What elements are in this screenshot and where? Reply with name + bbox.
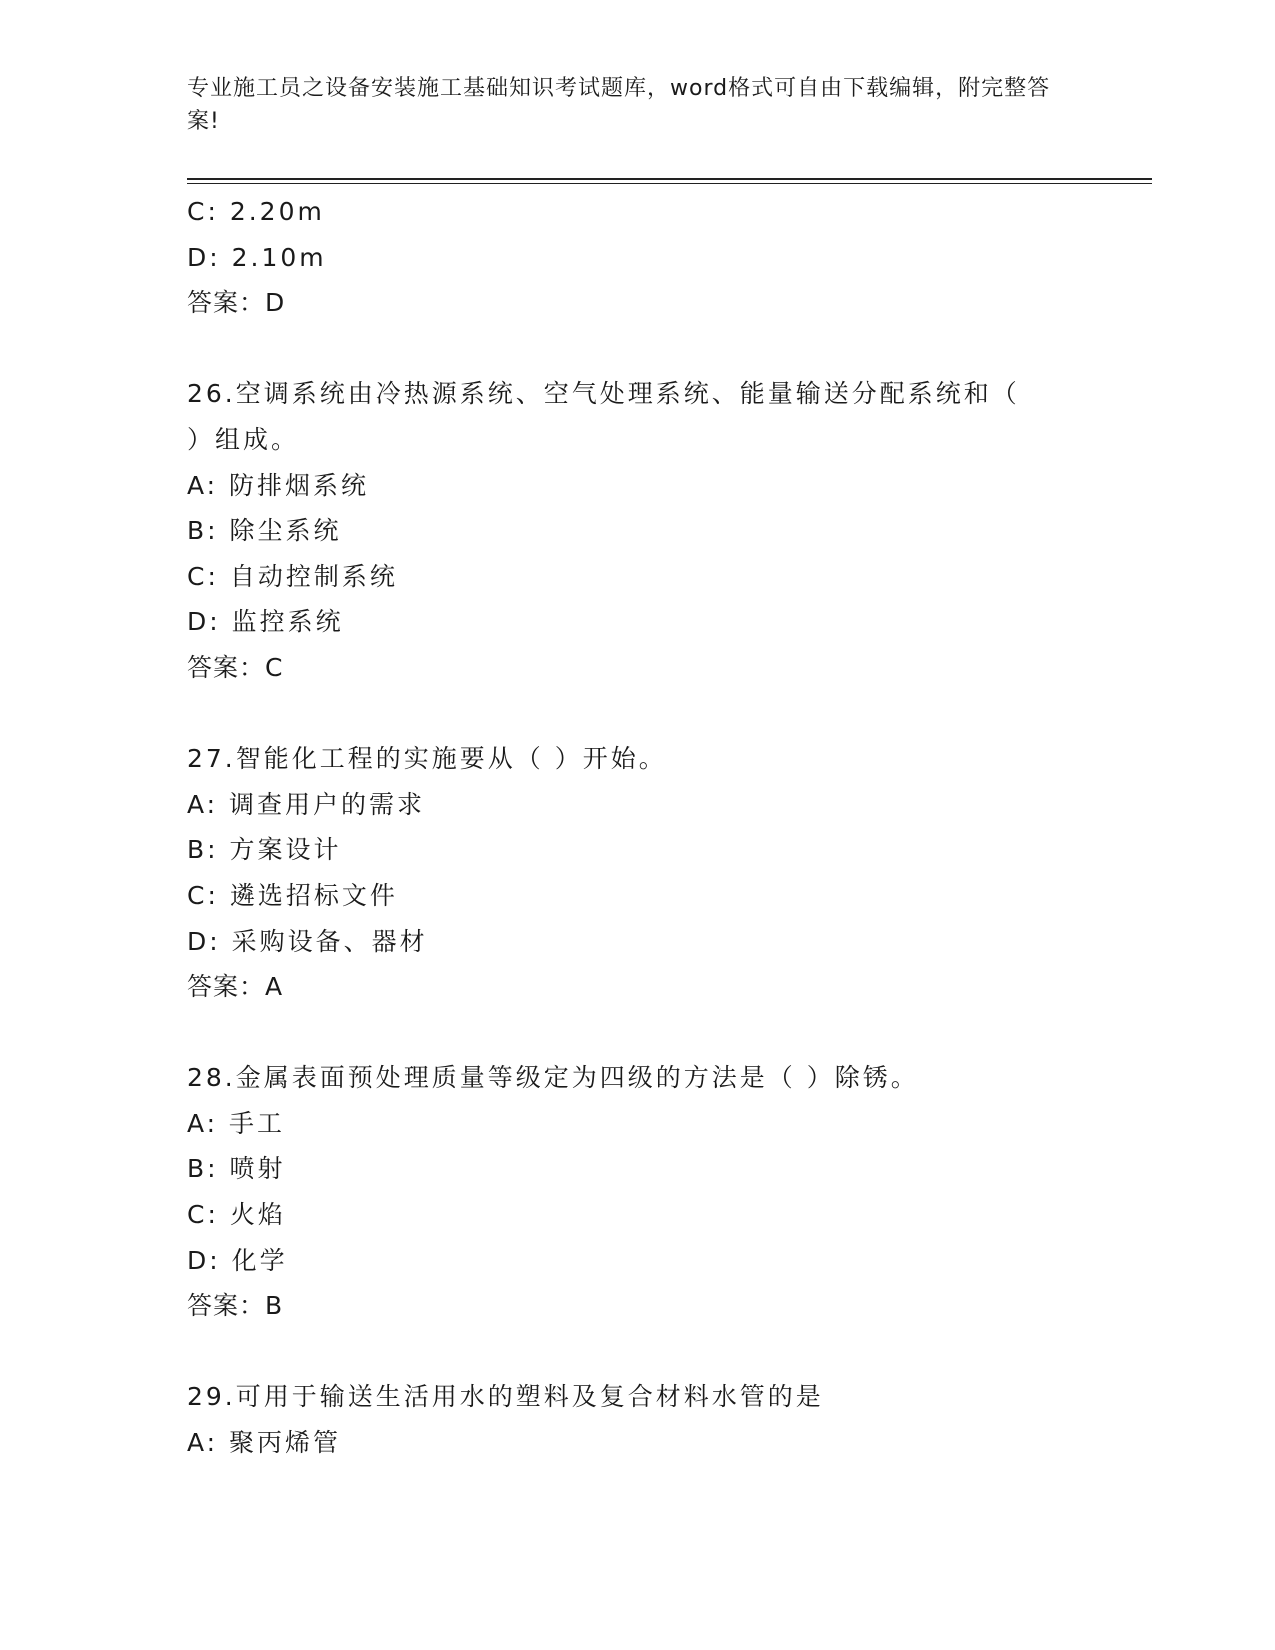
- question-stem: 28.金属表面预处理质量等级定为四级的方法是（ ）除锈。: [187, 1063, 919, 1093]
- option-b: B: 除尘系统: [187, 516, 342, 546]
- option-c: C: 自动控制系统: [187, 561, 398, 591]
- option-d: D: 化学: [187, 1245, 288, 1275]
- option-c: C: 火焰: [187, 1200, 286, 1230]
- option-a: A: 手工: [187, 1108, 286, 1138]
- spacer: [187, 691, 1067, 737]
- question-stem: 26.空调系统由冷热源系统、空气处理系统、能量输送分配系统和（: [187, 379, 1020, 409]
- option-a: A: 聚丙烯管: [187, 1428, 342, 1458]
- question-list: [187, 189, 1067, 1466]
- option-b: B: 喷射: [187, 1154, 286, 1184]
- option-c: C: 2.20m: [187, 197, 325, 226]
- question-stem: 29.可用于输送生活用水的塑料及复合材料水管的是: [187, 1382, 824, 1412]
- spacer: [187, 1010, 1067, 1056]
- option-a: A: 调查用户的需求: [187, 789, 426, 819]
- option-d: D: 采购设备、器材: [187, 926, 428, 956]
- answer-line: 答案：C: [187, 652, 284, 682]
- answer-line: 答案：B: [187, 1291, 284, 1321]
- question-stem: 27.智能化工程的实施要从（ ）开始。: [187, 744, 667, 774]
- question-stem-continued: ）组成。: [187, 424, 300, 454]
- option-d: D: 2.10m: [187, 242, 327, 272]
- option-c: C: 遴选招标文件: [187, 880, 398, 910]
- option-a: A: 防排烟系统: [187, 470, 370, 500]
- option-b: B: 方案设计: [187, 835, 342, 865]
- spacer: [187, 326, 1067, 372]
- option-d: D: 监控系统: [187, 607, 344, 637]
- answer-line: 答案：D: [187, 288, 286, 318]
- spacer: [187, 1329, 1067, 1375]
- page-header: 专业施工员之设备安装施工基础知识考试题库，word格式可自由下载编辑，附完整答案!: [187, 76, 1051, 134]
- header-divider-thick: [187, 178, 1152, 180]
- answer-line: 答案：A: [187, 972, 284, 1002]
- header-divider-thin: [187, 183, 1152, 184]
